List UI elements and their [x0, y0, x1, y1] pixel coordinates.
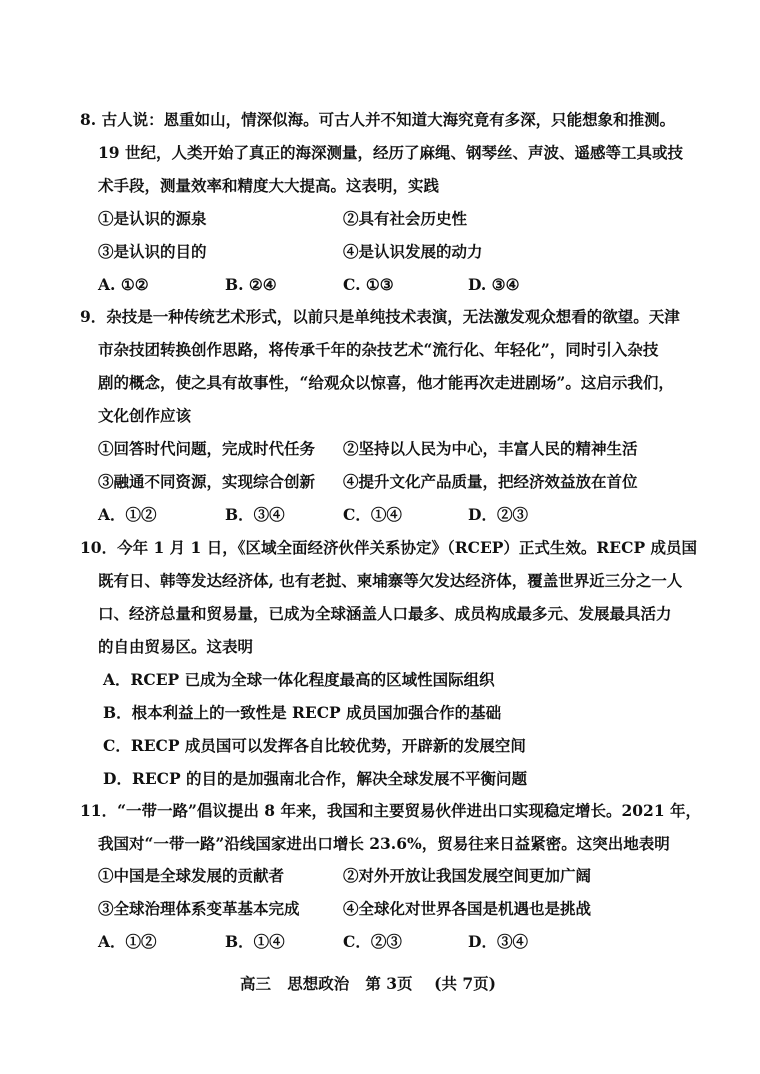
- question-9-statement-3: ③融通不同资源，实现综合创新: [98, 472, 316, 491]
- question-9-stem-line-3: 剧的概念，使之具有故事性，“给观众以惊喜，他才能再次走进剧场”。这启示我们，: [98, 373, 674, 392]
- question-9-stem-line-4: 文化创作应该: [98, 406, 192, 425]
- question-10-choice-d: D．RECP 的目的是加强南北合作，解决全球发展不平衡问题: [103, 769, 528, 788]
- question-11-choice-a: A．①②: [98, 932, 157, 951]
- question-9-choice-c: C．①④: [343, 505, 402, 524]
- question-8-choice-b: B. ②④: [225, 275, 277, 294]
- question-8-stem-line-3: 术手段，测量效率和精度大大提高。这表明，实践: [98, 176, 440, 195]
- question-9-statement-2: ②坚持以人民为中心，丰富人民的精神生活: [343, 439, 638, 458]
- question-9-stem-line-1: 9．杂技是一种传统艺术形式，以前只是单纯技术表演，无法激发观众想看的欲望。天津: [80, 307, 680, 326]
- question-9-choice-a: A．①②: [98, 505, 157, 524]
- question-11-statement-2: ②对外开放让我国发展空间更加广阔: [343, 866, 592, 885]
- question-10-choice-b: B．根本利益上的一致性是 RECP 成员国加强合作的基础: [103, 703, 502, 722]
- question-10-choice-c: C．RECP 成员国可以发挥各自比较优势，开辟新的发展空间: [103, 736, 526, 755]
- question-9-choice-d: D．②③: [468, 505, 528, 524]
- question-9-choice-b: B．③④: [225, 505, 285, 524]
- question-8-choice-d: D. ③④: [468, 275, 520, 294]
- question-8-statement-1: ①是认识的源泉: [98, 209, 207, 228]
- question-9-stem-line-2: 市杂技团转换创作思路，将传承千年的杂技艺术“流行化、年轻化”，同时引入杂技: [98, 340, 659, 359]
- question-10-stem-line-4: 的自由贸易区。这表明: [98, 637, 254, 656]
- question-11-choice-b: B．①④: [225, 932, 285, 951]
- question-11-statement-1: ①中国是全球发展的贡献者: [98, 866, 285, 885]
- question-8-stem-line-1: 8. 古人说：恩重如山，情深似海。可古人并不知道大海究竟有多深，只能想象和推测。: [80, 110, 676, 129]
- question-11-choice-d: D．③④: [468, 932, 528, 951]
- question-10-stem-line-1: 10．今年 1 月 1 日，《区域全面经济伙伴关系协定》（RCEP）正式生效。RECP 成员国: [80, 538, 697, 557]
- page-footer: 高三 思想政治 第 3页 (共 7页): [240, 974, 496, 993]
- question-8-choice-a: A. ①②: [98, 275, 149, 294]
- question-8-stem-line-2: 19 世纪，人类开始了真正的海深测量，经历了麻绳、钢琴丝、声波、遥感等工具或技: [98, 143, 683, 162]
- question-8-statement-4: ④是认识发展的动力: [343, 242, 483, 261]
- question-11-statement-3: ③全球治理体系变革基本完成: [98, 899, 300, 918]
- question-10-stem-line-2: 既有日、韩等发达经济体, 也有老挝、柬埔寨等欠发达经济体，覆盖世界近三分之一人: [98, 571, 683, 590]
- question-10-stem-line-3: 口、经济总量和贸易量，已成为全球涵盖人口最多、成员构成最多元、发展最具活力: [98, 604, 672, 623]
- question-11-statement-4: ④全球化对世界各国是机遇也是挑战: [343, 899, 592, 918]
- question-8-statement-2: ②具有社会历史性: [343, 209, 468, 228]
- question-8-choice-c: C. ①③: [343, 275, 394, 294]
- question-9-statement-4: ④提升文化产品质量，把经济效益放在首位: [343, 472, 638, 491]
- question-9-statement-1: ①回答时代问题，完成时代任务: [98, 439, 316, 458]
- question-11-stem-line-2: 我国对“一带一路”沿线国家进出口增长 23.6%，贸易往来日益紧密。这突出地表明: [98, 834, 670, 853]
- question-8-statement-3: ③是认识的目的: [98, 242, 207, 261]
- question-10-choice-a: A．RCEP 已成为全球一体化程度最高的区域性国际组织: [103, 670, 495, 689]
- question-11-stem-line-1: 11．“一带一路”倡议提出 8 年来，我国和主要贸易伙伴进出口实现稳定增长。2021 年，: [80, 801, 702, 820]
- question-11-choice-c: C．②③: [343, 932, 402, 951]
